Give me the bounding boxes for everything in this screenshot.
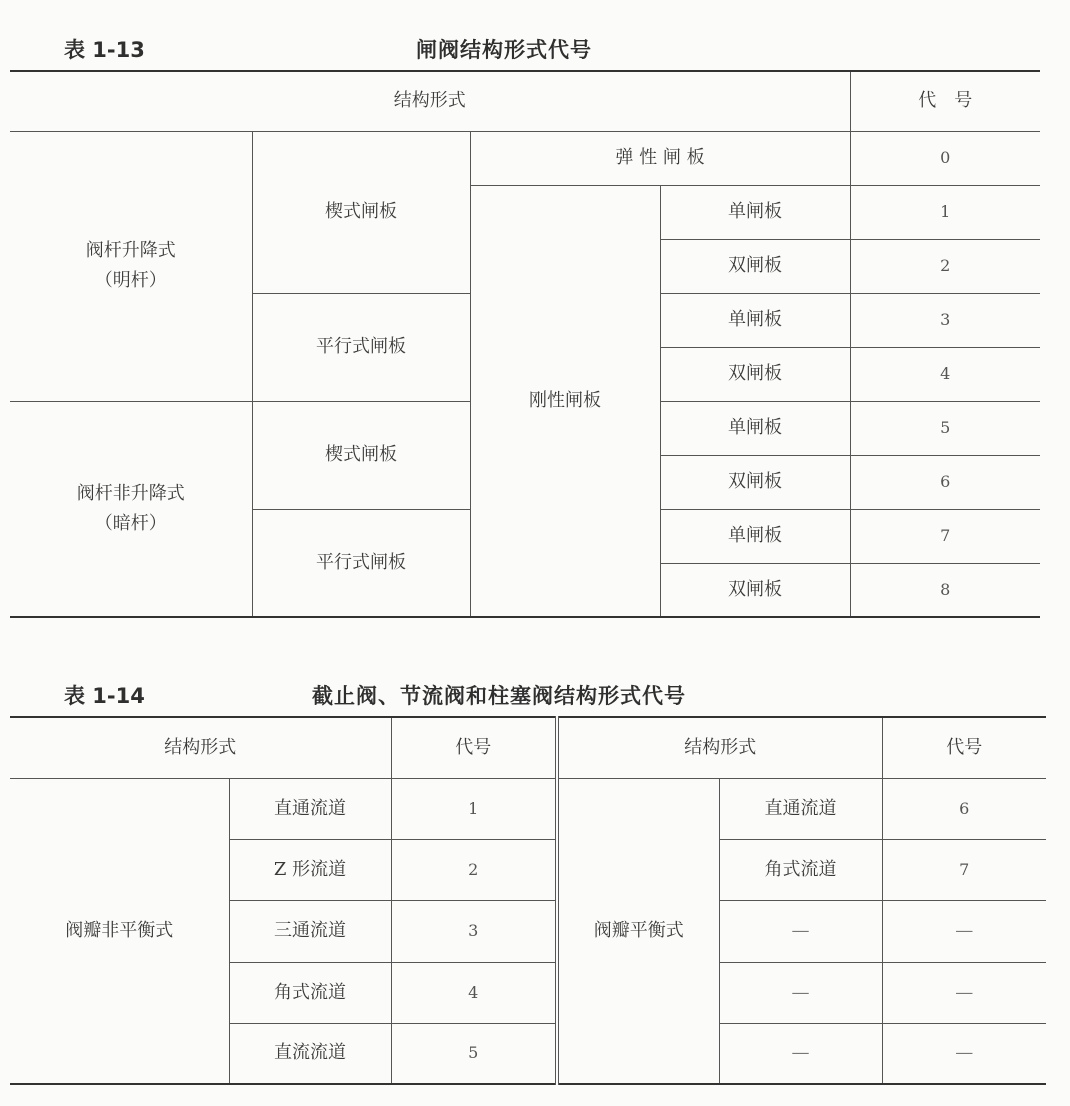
code-cell: 4 — [391, 962, 557, 1023]
code-cell: 4 — [850, 347, 1040, 401]
elastic-gate-cell: 弹 性 闸 板 — [470, 131, 850, 185]
flow-path-cell: Z 形流道 — [229, 839, 391, 900]
code-cell: 2 — [391, 839, 557, 900]
stem-rising-sub: （明杆） — [94, 270, 167, 291]
gate-type-cell: 单闸板 — [660, 509, 850, 563]
flow-path-cell: 直流流道 — [229, 1023, 391, 1084]
gate-type-cell: 单闸板 — [660, 401, 850, 455]
code-cell: 0 — [850, 131, 1040, 185]
code-cell: 1 — [850, 185, 1040, 239]
header-code-left: 代号 — [391, 717, 557, 778]
header-code-right: 代号 — [882, 717, 1046, 778]
code-cell: 3 — [850, 293, 1040, 347]
flow-path-cell: — — [719, 900, 882, 962]
code-cell: 6 — [850, 455, 1040, 509]
code-cell: — — [882, 900, 1046, 962]
stem-nonrising-cell — [10, 401, 252, 617]
gate-type-cell: 单闸板 — [660, 293, 850, 347]
stem-nonrising-label: 阀杆非升降式 — [76, 482, 185, 504]
flow-path-cell: 角式流道 — [719, 839, 882, 900]
stem-nonrising-sub: （暗杆） — [94, 512, 167, 534]
flow-path-cell: 角式流道 — [229, 962, 391, 1023]
table-13-title: 闸阀结构形式代号 — [416, 38, 592, 62]
flow-path-cell: — — [719, 962, 882, 1023]
stem-rising-cell — [10, 131, 252, 401]
gate-type-cell: 双闸板 — [660, 563, 850, 617]
table-14-caption — [0, 674, 1070, 714]
flow-path-cell: — — [719, 1023, 882, 1084]
code-cell: 6 — [882, 778, 1046, 839]
wedge-gate-cell: 楔式闸板 — [252, 401, 470, 509]
gate-type-cell: 双闸板 — [660, 455, 850, 509]
header-structure-left: 结构形式 — [10, 717, 391, 778]
table-header-row — [10, 71, 1040, 131]
code-cell: 5 — [850, 401, 1040, 455]
table-header-row — [10, 717, 1046, 778]
code-cell: 8 — [850, 563, 1040, 617]
flow-path-cell: 直通流道 — [229, 778, 391, 839]
gate-type-cell: 单闸板 — [660, 185, 850, 239]
table-row — [10, 778, 1046, 839]
globe-valve-structure-table — [10, 716, 1046, 1085]
balanced-disc-cell: 阀瓣平衡式 — [557, 778, 719, 1084]
code-cell: — — [882, 1023, 1046, 1084]
table-row — [10, 131, 1040, 185]
flow-path-cell: 三通流道 — [229, 900, 391, 962]
header-code: 代 号 — [850, 71, 1040, 131]
gate-type-cell: 双闸板 — [660, 239, 850, 293]
code-cell: 7 — [882, 839, 1046, 900]
table-13-number: 表 1-13 — [64, 38, 145, 62]
code-cell: 7 — [850, 509, 1040, 563]
gate-valve-structure-table — [10, 70, 1040, 618]
parallel-gate-cell: 平行式闸板 — [252, 293, 470, 401]
unbalanced-disc-cell: 阀瓣非平衡式 — [10, 778, 229, 1084]
header-structure: 结构形式 — [10, 71, 850, 131]
code-cell: 3 — [391, 900, 557, 962]
code-cell: 5 — [391, 1023, 557, 1084]
table-13-caption — [0, 28, 1070, 68]
rigid-gate-cell: 刚性闸板 — [470, 185, 660, 617]
header-structure-right: 结构形式 — [557, 717, 882, 778]
table-14-title: 截止阀、节流阀和柱塞阀结构形式代号 — [312, 684, 686, 708]
table-14-number: 表 1-14 — [64, 684, 145, 708]
code-cell: 1 — [391, 778, 557, 839]
gate-type-cell: 双闸板 — [660, 347, 850, 401]
parallel-gate-cell: 平行式闸板 — [252, 509, 470, 617]
stem-rising-label: 阀杆升降式 — [85, 240, 176, 261]
flow-path-cell: 直通流道 — [719, 778, 882, 839]
code-cell: 2 — [850, 239, 1040, 293]
wedge-gate-cell: 楔式闸板 — [252, 131, 470, 293]
code-cell: — — [882, 962, 1046, 1023]
